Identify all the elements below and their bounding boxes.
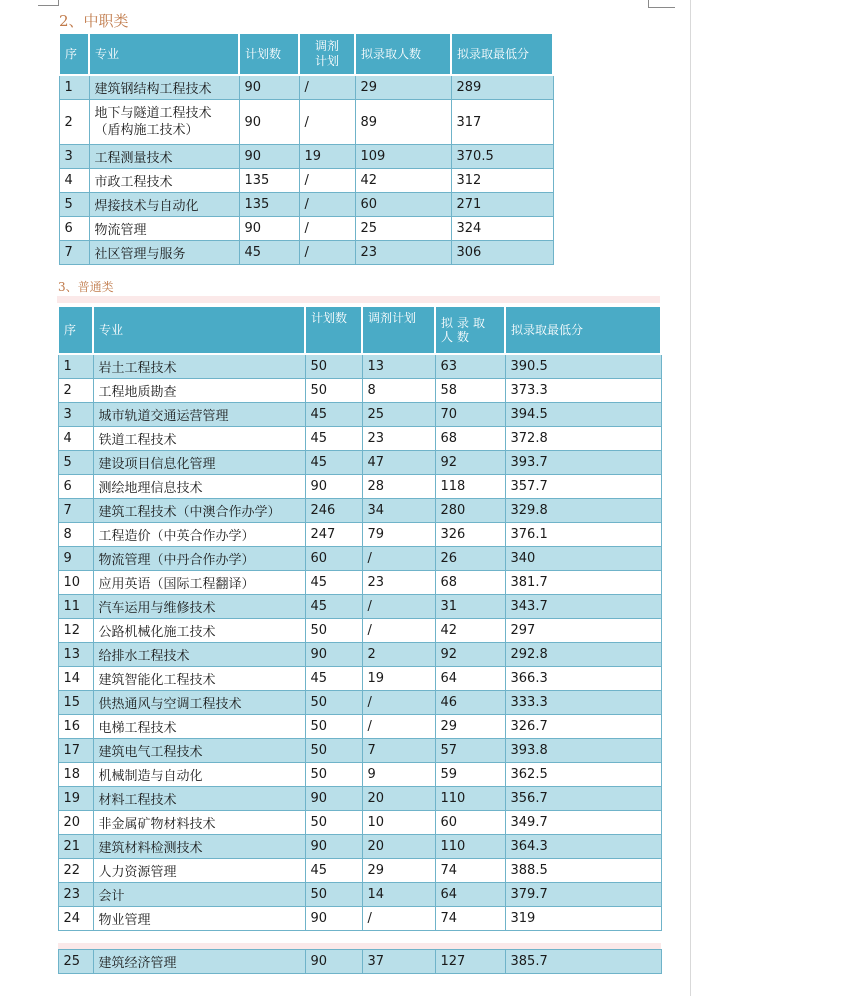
cell-major: 材料工程技术 <box>93 787 305 811</box>
cell-min-score: 366.3 <box>505 667 661 691</box>
cell-plan: 45 <box>305 595 362 619</box>
cell-min-score: 394.5 <box>505 403 661 427</box>
table-row <box>58 763 661 787</box>
cell-index: 20 <box>58 811 93 835</box>
table-row <box>58 403 661 427</box>
cell-major: 物流管理 <box>89 217 239 241</box>
table-row <box>58 835 661 859</box>
table-row <box>59 169 553 193</box>
cell-major: 建筑电气工程技术 <box>93 739 305 763</box>
cell-min-score: 381.7 <box>505 571 661 595</box>
cell-min-score: 372.8 <box>505 427 661 451</box>
table-row <box>59 241 553 265</box>
cell-adjust: / <box>299 193 355 217</box>
cell-adjust: / <box>362 619 435 643</box>
cell-plan: 50 <box>305 691 362 715</box>
cell-admit-count: 68 <box>435 427 505 451</box>
cell-major: 电梯工程技术 <box>93 715 305 739</box>
cell-plan: 90 <box>239 217 299 241</box>
cell-plan: 50 <box>305 739 362 763</box>
cell-plan: 50 <box>305 811 362 835</box>
side-panel <box>690 0 848 996</box>
table-row <box>58 883 661 907</box>
cell-admit-count: 110 <box>435 835 505 859</box>
cell-major: 建筑钢结构工程技术 <box>89 75 239 100</box>
cell-adjust: 19 <box>299 145 355 169</box>
cell-admit-count: 60 <box>355 193 451 217</box>
cell-adjust: / <box>362 907 435 931</box>
cell-admit-count: 326 <box>435 523 505 547</box>
cell-index: 22 <box>58 859 93 883</box>
cell-index: 16 <box>58 715 93 739</box>
cell-plan: 90 <box>239 100 299 145</box>
cell-admit-count: 23 <box>355 241 451 265</box>
cell-plan: 45 <box>239 241 299 265</box>
cell-major: 工程测量技术 <box>89 145 239 169</box>
cell-admit-count: 42 <box>435 619 505 643</box>
cell-admit-count: 25 <box>355 217 451 241</box>
table-row <box>58 451 661 475</box>
cell-min-score: 357.7 <box>505 475 661 499</box>
cell-min-score: 393.8 <box>505 739 661 763</box>
cell-min-score: 326.7 <box>505 715 661 739</box>
cell-index: 3 <box>58 403 93 427</box>
cell-adjust: / <box>362 691 435 715</box>
cell-adjust: 9 <box>362 763 435 787</box>
table-row <box>59 193 553 217</box>
cell-index: 21 <box>58 835 93 859</box>
cell-plan: 45 <box>305 427 362 451</box>
cell-index: 4 <box>59 169 89 193</box>
cell-index: 23 <box>58 883 93 907</box>
table-row <box>58 691 661 715</box>
cell-adjust: / <box>362 547 435 571</box>
cell-index: 7 <box>59 241 89 265</box>
header-major: 专业 <box>93 306 305 354</box>
cell-adjust: 10 <box>362 811 435 835</box>
header-min-score: 拟录取最低分 <box>451 33 553 75</box>
cell-admit-count: 280 <box>435 499 505 523</box>
section-title-general: 3、普通类 <box>58 280 114 294</box>
cell-index: 17 <box>58 739 93 763</box>
cell-index: 5 <box>58 451 93 475</box>
cell-adjust: 14 <box>362 883 435 907</box>
cell-adjust: / <box>362 595 435 619</box>
table-row <box>59 145 553 169</box>
general-table <box>57 305 662 974</box>
header-index: 序 <box>58 306 93 354</box>
cell-min-score: 317 <box>451 100 553 145</box>
cell-plan: 135 <box>239 169 299 193</box>
cell-admit-count: 60 <box>435 811 505 835</box>
cell-admit-count: 42 <box>355 169 451 193</box>
cell-admit-count: 92 <box>435 643 505 667</box>
cell-index: 2 <box>59 100 89 145</box>
cell-index: 19 <box>58 787 93 811</box>
cell-major: 会计 <box>93 883 305 907</box>
cell-major: 岩土工程技术 <box>93 354 305 379</box>
table-row <box>58 643 661 667</box>
cell-admit-count: 64 <box>435 667 505 691</box>
cell-index: 12 <box>58 619 93 643</box>
cell-index: 2 <box>58 379 93 403</box>
cell-plan: 60 <box>305 547 362 571</box>
cell-adjust: 29 <box>362 859 435 883</box>
table-row <box>58 427 661 451</box>
cell-plan: 90 <box>305 475 362 499</box>
cell-plan: 135 <box>239 193 299 217</box>
cell-plan: 246 <box>305 499 362 523</box>
crop-mark-left <box>38 0 59 6</box>
cell-plan: 90 <box>305 907 362 931</box>
cell-major: 工程地质勘查 <box>93 379 305 403</box>
cell-admit-count: 46 <box>435 691 505 715</box>
table-row <box>58 859 661 883</box>
cell-major: 市政工程技术 <box>89 169 239 193</box>
cell-min-score: 356.7 <box>505 787 661 811</box>
cell-major: 人力资源管理 <box>93 859 305 883</box>
cell-min-score: 349.7 <box>505 811 661 835</box>
cell-min-score: 370.5 <box>451 145 553 169</box>
cell-admit-count: 29 <box>435 715 505 739</box>
cell-min-score: 362.5 <box>505 763 661 787</box>
cell-adjust: 13 <box>362 354 435 379</box>
table-row <box>58 523 661 547</box>
cell-min-score: 376.1 <box>505 523 661 547</box>
cell-plan: 45 <box>305 859 362 883</box>
cell-admit-count: 31 <box>435 595 505 619</box>
cell-admit-count: 58 <box>435 379 505 403</box>
cell-plan: 45 <box>305 667 362 691</box>
cell-min-score: 393.7 <box>505 451 661 475</box>
cell-plan: 90 <box>239 75 299 100</box>
cell-index: 6 <box>58 475 93 499</box>
cell-adjust: 20 <box>362 835 435 859</box>
cell-plan: 50 <box>305 379 362 403</box>
cell-index: 13 <box>58 643 93 667</box>
table-row <box>58 619 661 643</box>
cell-major: 焊接技术与自动化 <box>89 193 239 217</box>
cell-min-score: 340 <box>505 547 661 571</box>
table-row <box>58 907 661 931</box>
cell-adjust: / <box>299 169 355 193</box>
cell-admit-count: 74 <box>435 907 505 931</box>
cell-major: 机械制造与自动化 <box>93 763 305 787</box>
cell-adjust: 37 <box>362 950 435 974</box>
header-plan: 计划数 <box>305 306 362 354</box>
cell-min-score: 333.3 <box>505 691 661 715</box>
cell-admit-count: 64 <box>435 883 505 907</box>
cell-plan: 50 <box>305 763 362 787</box>
cell-adjust: / <box>299 100 355 145</box>
cell-plan: 90 <box>305 835 362 859</box>
cell-index: 1 <box>59 75 89 100</box>
crop-mark-right <box>648 0 675 8</box>
cell-adjust: 19 <box>362 667 435 691</box>
cell-admit-count: 89 <box>355 100 451 145</box>
cell-admit-count: 63 <box>435 354 505 379</box>
table-row <box>58 811 661 835</box>
cell-admit-count: 127 <box>435 950 505 974</box>
cell-major: 供热通风与空调工程技术 <box>93 691 305 715</box>
cell-min-score: 364.3 <box>505 835 661 859</box>
cell-plan: 90 <box>305 643 362 667</box>
table-row <box>58 354 661 379</box>
cell-adjust: 20 <box>362 787 435 811</box>
header-plan: 计划数 <box>239 33 299 75</box>
cell-min-score: 319 <box>505 907 661 931</box>
table-header-row <box>59 33 553 75</box>
cell-min-score: 388.5 <box>505 859 661 883</box>
cell-adjust: / <box>299 217 355 241</box>
table-row <box>58 547 661 571</box>
cell-admit-count: 74 <box>435 859 505 883</box>
cell-major: 应用英语（国际工程翻译） <box>93 571 305 595</box>
cell-index: 7 <box>58 499 93 523</box>
cell-major: 物业管理 <box>93 907 305 931</box>
table-row <box>58 667 661 691</box>
table-row <box>58 739 661 763</box>
table-row <box>59 100 553 145</box>
page-break-spacer <box>58 931 661 944</box>
cell-major: 物流管理（中丹合作办学） <box>93 547 305 571</box>
cell-adjust: 25 <box>362 403 435 427</box>
cell-admit-count: 109 <box>355 145 451 169</box>
cell-major: 建设项目信息化管理 <box>93 451 305 475</box>
cell-min-score: 289 <box>451 75 553 100</box>
header-min-score: 拟录取最低分 <box>505 306 661 354</box>
cell-index: 25 <box>58 950 93 974</box>
section-title-vocational: 2、中职类 <box>59 12 129 30</box>
cell-plan: 50 <box>305 715 362 739</box>
cell-major: 社区管理与服务 <box>89 241 239 265</box>
cell-adjust: 2 <box>362 643 435 667</box>
table-row <box>58 950 661 974</box>
cell-index: 15 <box>58 691 93 715</box>
header-admit-count: 拟录取人数 <box>435 306 505 354</box>
section-band <box>57 296 660 303</box>
cell-min-score: 312 <box>451 169 553 193</box>
table-row <box>58 595 661 619</box>
cell-major: 公路机械化施工技术 <box>93 619 305 643</box>
cell-index: 9 <box>58 547 93 571</box>
cell-major: 地下与隧道工程技术（盾构施工技术） <box>89 100 239 145</box>
cell-min-score: 306 <box>451 241 553 265</box>
cell-index: 14 <box>58 667 93 691</box>
cell-adjust: / <box>299 241 355 265</box>
cell-plan: 45 <box>305 403 362 427</box>
table-row <box>58 499 661 523</box>
cell-plan: 45 <box>305 451 362 475</box>
cell-admit-count: 92 <box>435 451 505 475</box>
cell-min-score: 390.5 <box>505 354 661 379</box>
cell-major: 建筑经济管理 <box>93 950 305 974</box>
cell-adjust: 7 <box>362 739 435 763</box>
cell-admit-count: 26 <box>435 547 505 571</box>
header-major: 专业 <box>89 33 239 75</box>
cell-plan: 50 <box>305 883 362 907</box>
cell-major: 建筑材料检测技术 <box>93 835 305 859</box>
header-adjust: 调剂计划 <box>299 33 355 75</box>
header-adjust: 调剂计划 <box>362 306 435 354</box>
cell-adjust: / <box>362 715 435 739</box>
cell-major: 建筑工程技术（中澳合作办学） <box>93 499 305 523</box>
cell-plan: 45 <box>305 571 362 595</box>
table-row <box>59 75 553 100</box>
cell-admit-count: 59 <box>435 763 505 787</box>
cell-index: 8 <box>58 523 93 547</box>
cell-admit-count: 70 <box>435 403 505 427</box>
cell-plan: 50 <box>305 619 362 643</box>
cell-admit-count: 57 <box>435 739 505 763</box>
cell-plan: 90 <box>239 145 299 169</box>
cell-min-score: 373.3 <box>505 379 661 403</box>
cell-adjust: 34 <box>362 499 435 523</box>
cell-adjust: 79 <box>362 523 435 547</box>
cell-index: 4 <box>58 427 93 451</box>
cell-adjust: / <box>299 75 355 100</box>
cell-min-score: 343.7 <box>505 595 661 619</box>
cell-index: 1 <box>58 354 93 379</box>
cell-index: 11 <box>58 595 93 619</box>
cell-major: 建筑智能化工程技术 <box>93 667 305 691</box>
cell-major: 给排水工程技术 <box>93 643 305 667</box>
cell-admit-count: 68 <box>435 571 505 595</box>
cell-min-score: 297 <box>505 619 661 643</box>
cell-major: 铁道工程技术 <box>93 427 305 451</box>
cell-adjust: 47 <box>362 451 435 475</box>
cell-min-score: 271 <box>451 193 553 217</box>
cell-adjust: 28 <box>362 475 435 499</box>
cell-admit-count: 118 <box>435 475 505 499</box>
cell-index: 18 <box>58 763 93 787</box>
cell-major: 非金属矿物材料技术 <box>93 811 305 835</box>
cell-index: 24 <box>58 907 93 931</box>
cell-adjust: 23 <box>362 571 435 595</box>
header-index: 序 <box>59 33 89 75</box>
cell-min-score: 385.7 <box>505 950 661 974</box>
cell-min-score: 379.7 <box>505 883 661 907</box>
cell-plan: 90 <box>305 787 362 811</box>
table-row <box>58 715 661 739</box>
cell-min-score: 324 <box>451 217 553 241</box>
cell-major: 汽车运用与维修技术 <box>93 595 305 619</box>
header-admit-count: 拟录取人数 <box>355 33 451 75</box>
table-row <box>58 379 661 403</box>
cell-major: 城市轨道交通运营管理 <box>93 403 305 427</box>
cell-index: 5 <box>59 193 89 217</box>
table-row <box>59 217 553 241</box>
table-header-row <box>58 306 661 354</box>
cell-index: 10 <box>58 571 93 595</box>
cell-adjust: 23 <box>362 427 435 451</box>
cell-plan: 90 <box>305 950 362 974</box>
cell-admit-count: 29 <box>355 75 451 100</box>
cell-major: 工程造价（中英合作办学） <box>93 523 305 547</box>
cell-admit-count: 110 <box>435 787 505 811</box>
table-row <box>58 571 661 595</box>
cell-min-score: 329.8 <box>505 499 661 523</box>
cell-plan: 50 <box>305 354 362 379</box>
table-row <box>58 787 661 811</box>
cell-major: 测绘地理信息技术 <box>93 475 305 499</box>
vocational-table <box>58 32 554 265</box>
cell-adjust: 8 <box>362 379 435 403</box>
cell-plan: 247 <box>305 523 362 547</box>
cell-min-score: 292.8 <box>505 643 661 667</box>
table-row <box>58 475 661 499</box>
cell-index: 6 <box>59 217 89 241</box>
cell-index: 3 <box>59 145 89 169</box>
